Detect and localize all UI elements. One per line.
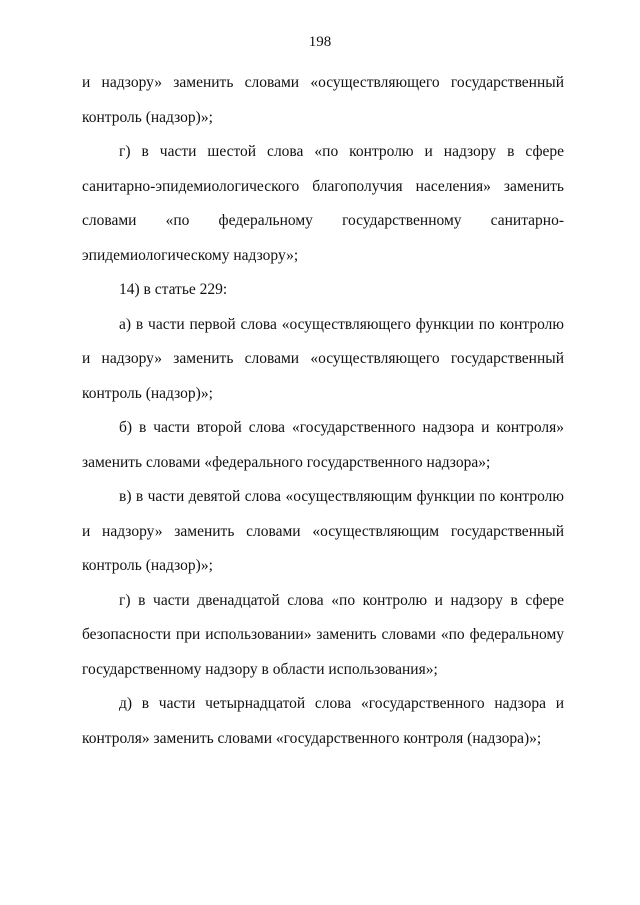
page-number: 198	[308, 34, 332, 50]
paragraph-item-g-part-twelve: г) в части двенадцатой слова «по контролю и надзору в сфере безопасности при использовании» заменить словами «по федеральному государственному надзору в области использования»;	[82, 591, 564, 678]
paragraph-item-d-part-fourteen: д) в части четырнадцатой слова «государственного надзора и контроля» заменить словами «государственного контроля (надзора)»;	[82, 695, 564, 747]
paragraph-item-b-part-two: б) в части второй слова «государственного надзора и контроля» заменить словами «федерального государственного надзора»;	[82, 419, 564, 471]
paragraph-continuation: и надзору» заменить словами «осуществляющего государственный контроль (надзор)»;	[82, 74, 564, 126]
document-body	[82, 66, 564, 756]
paragraph-item-v-part-nine: в) в части девятой слова «осуществляющим функции по контролю и надзору» заменить словами «осуществляющим государственный контроль (надзор)»;	[82, 488, 564, 574]
paragraph-item-a-part-one: а) в части первой слова «осуществляющего функции по контролю и надзору» заменить словами «осуществляющего государственный контроль (надзор)»;	[82, 315, 564, 402]
paragraph-item-g-part-six: г) в части шестой слова «по контролю и надзору в сфере санитарно-эпидемиологического благополучия населения» заменить словами «по федеральному государственному санитарно-эпидемиологическому надзору»;	[82, 143, 564, 264]
paragraph-item-14-article-229: 14) в статье 229:	[119, 281, 228, 298]
